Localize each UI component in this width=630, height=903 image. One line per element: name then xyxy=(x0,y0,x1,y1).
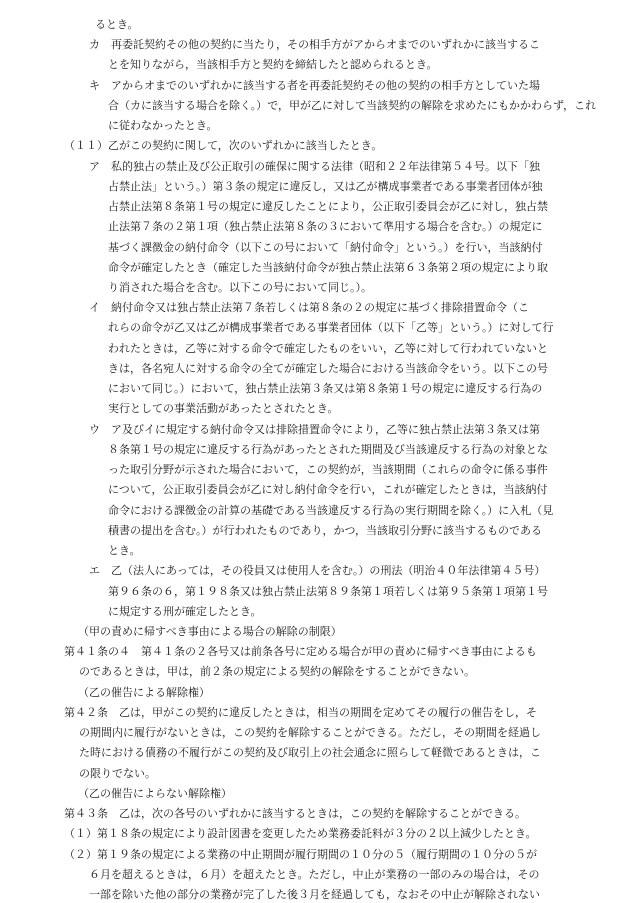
text-line: キ アからオまでのいずれかに該当する者を再委託契約その他の契約の相手方としていた場 xyxy=(89,79,540,92)
text-line: とを知りながら，当該相手方と契約を締結したと認められるとき。 xyxy=(108,58,438,71)
text-line: ６月を超えるときは，６月）を超えたとき。ただし，中止が業務の一部のみの場合は，その xyxy=(89,868,540,881)
text-line: れらの命令が乙又は乙が構成事業者である事業者団体（以下「乙等」という。）に対して行 xyxy=(108,321,554,334)
text-line: た時における債務の不履行がこの契約及び取引上の社会通念に照らして軽微であるときは，こ xyxy=(79,746,541,759)
text-line: ウ ア及びイに規定する納付命令又は排除措置命令により，乙等に独占禁止法第３条又は第 xyxy=(89,423,540,436)
text-line: （乙の催告によらない解除権） xyxy=(78,787,232,800)
text-line: に規定する刑が確定したとき。 xyxy=(108,605,262,618)
text-line: った取引分野が示された場合において，この契約が，当該期間（これらの命令に係る事件 xyxy=(108,463,548,476)
text-line: 第９６条の６，第１９８条又は独占禁止法第８９条第１項若しくは第９５条第１項第１号 xyxy=(108,585,548,598)
text-line: の期間内に履行がないときは，この契約を解除することができる。ただし，その期間を経過し xyxy=(79,726,541,739)
text-line: のであるときは，甲は，前２条の規定による契約の解除をすることができない。 xyxy=(79,665,475,678)
text-line: 基づく課徴金の納付命令（以下この号において「納付命令」という。）を行い，当該納付 xyxy=(108,241,543,254)
text-line: に従わなかったとき。 xyxy=(108,119,218,132)
text-line: 占禁止法第８条第１号の規定に違反したことにより，公正取引委員会が乙に対し，独占禁 xyxy=(108,200,548,213)
text-line: とき。 xyxy=(108,544,141,557)
text-line: 命令が確定したとき（確定した当該納付命令が独占禁止法第６３条第２項の規定により取 xyxy=(108,261,548,274)
text-line: 命令における課徴金の計算の基礎である当該違反する行為の実行期間を除く。）に入札（見 xyxy=(108,504,554,517)
text-line: るとき。 xyxy=(95,18,139,31)
text-line: り消された場合を含む。以下この号において同じ。）。 xyxy=(108,281,372,294)
text-line: について，公正取引委員会が乙に対し納付命令を行い，これが確定したときは，当該納付 xyxy=(108,483,548,496)
text-line: 止法第７条の２第１項（独占禁止法第８条の３において準用する場合を含む。）の規定に xyxy=(108,220,543,233)
text-line: 第４３条 乙は，次の各号のいずれかに該当するときは，この契約を解除することができる。 xyxy=(64,807,526,820)
text-line: の限りでない。 xyxy=(79,767,156,780)
text-line: において同じ。）において，独占禁止法第３条又は第８条第１号の規定に違反する行為の xyxy=(108,382,543,395)
text-line: 積書の提出を含む。）が行われたものであり，かつ，当該取引分野に該当するものである xyxy=(108,524,543,537)
text-line: 合（カに該当する場合を除く。）で，甲が乙に対して当該契約の解除を求めたにもかかわらず，これ xyxy=(108,99,597,112)
text-line: （乙の催告による解除権） xyxy=(78,686,210,699)
text-line: 第４２条 乙は，甲がこの契約に違反したときは，相当の期間を定めてその履行の催告をし，そ xyxy=(64,706,537,719)
text-line: 第４１条の４ 第４１条の２各号又は前条各号に定める場合が甲の責めに帰すべき事由によるも xyxy=(64,645,537,658)
text-line: （１）第１８条の規定により設計図書を変更したため業務委託料が３分の２以上減少したとき。 xyxy=(64,827,537,840)
text-line: イ 納付命令又は独占禁止法第７条若しくは第８条の２の規定に基づく排除措置命令（こ xyxy=(89,301,529,314)
text-line: 実行としての事業活動があったとされたとき。 xyxy=(108,402,339,415)
text-line: （２）第１９条の規定による業務の中止期間が履行期間の１０分の５（履行期間の１０分の５が xyxy=(64,848,537,861)
text-line: ア 私的独占の禁止及び公正取引の確保に関する法律（昭和２２年法律第５４号。以下「独 xyxy=(89,160,540,173)
text-line: 一部を除いた他の部分の業務が完了した後３月を経過しても，なおその中止が解除されない xyxy=(89,888,540,901)
text-line: われたときは，乙等に対する命令で確定したものをいい，乙等に対して行われていないと xyxy=(108,342,548,355)
text-line: 占禁止法」という。）第３条の規定に違反し，又は乙が構成事業者である事業者団体が独 xyxy=(108,180,543,193)
text-line: カ 再委託契約その他の契約に当たり，その相手方がアからオまでのいずれかに該当するこ xyxy=(89,38,540,51)
text-line: エ 乙（法人にあっては，その役員又は使用人を含む。）の刑法（明治４０年法律第４５号） xyxy=(89,564,546,577)
text-line: （１１）乙がこの契約に関して，次のいずれかに該当したとき。 xyxy=(64,139,383,152)
text-line: ８条第１号の規定に違反する行為があったとされた期間及び当該違反する行為の対象とな xyxy=(108,443,548,456)
text-line: きは，各名宛人に対する命令の全てが確定した場合における当該命令をいう。以下この号 xyxy=(108,362,548,375)
text-line: （甲の責めに帰すべき事由による場合の解除の制限） xyxy=(78,625,342,638)
